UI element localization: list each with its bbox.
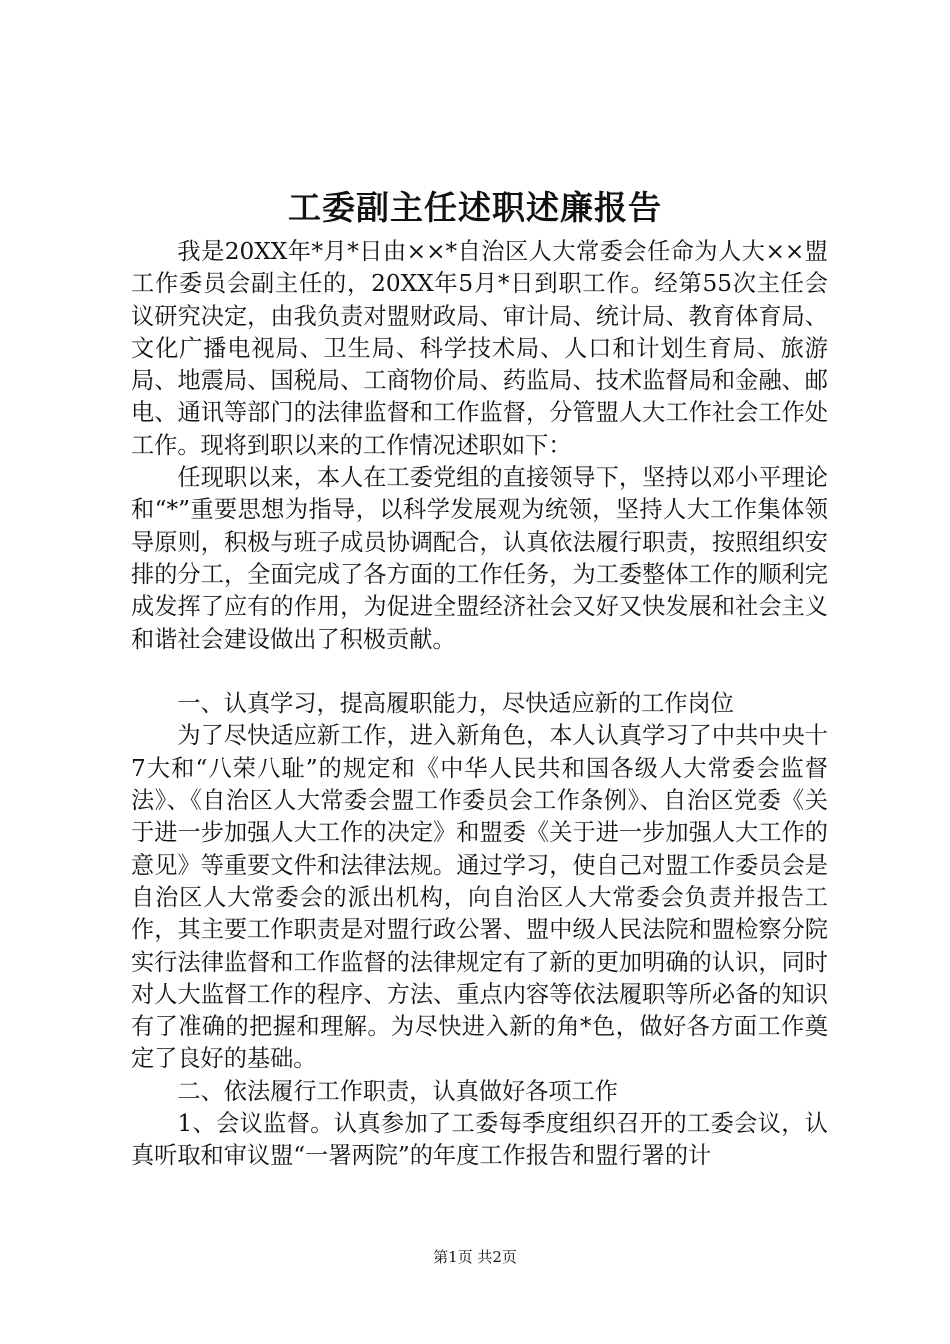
paragraph-study: 为了尽快适应新工作，进入新角色，本人认真学习了中共中央十7大和“八荣八耻”的规定和《中华人民共和国各级人大常委会监督法》、《自治区人大常委会盟工作委员会工作条例》、自治区党委《关于进一步加强人大工作的决定》和盟委《关于进一步加强人大工作的意见》等重要文件和法律法规。通过学习，使自己对盟工作委员会是自治区人大常委会的派出机构，向自治区人大常委会负责并报告工作，其主要工作职责是对盟行政公署、盟中级人民法院和盟检察分院实行法律监督和工作监督的法律规定有了新的更加明确的认识，同时对人大监督工作的程序、方法、重点内容等依法履职等所必备的知识有了准确的把握和理解。为尽快进入新的角*色，做好各方面工作奠定了良好的基础。: [131, 722, 828, 1073]
paragraph-meeting-supervision: 1、会议监督。认真参加了工委每季度组织召开的工委会议，认真听取和审议盟“一署两院”的年度工作报告和盟行署的计: [131, 1110, 828, 1170]
page-footer: 第1页 共2页: [433, 1248, 517, 1266]
paragraph-spacer: [131, 656, 828, 688]
document-body: [131, 236, 828, 1173]
section-heading-2: 二、依法履行工作职责，认真做好各项工作: [177, 1077, 618, 1105]
paragraph-overview: 任现职以来，本人在工委党组的直接领导下，坚持以邓小平理论和“*”重要思想为指导，以科学发展观为统领，坚持人大工作集体领导原则，积极与班子成员协调配合，认真依法履行职责，按照组织安排的分工，全面完成了各方面的工作任务，为工委整体工作的顺利完成发挥了应有的作用，为促进全盟经济社会又好又快发展和社会主义和谐社会建设做出了积极贡献。: [131, 464, 828, 653]
section-heading-1: 一、认真学习，提高履职能力，尽快适应新的工作岗位: [177, 690, 734, 718]
paragraph-intro: 我是20XX年*月*日由××*自治区人大常委会任命为人大××盟工作委员会副主任的，20XX年5月*日到职工作。经第55次主任会议研究决定，由我负责对盟财政局、审计局、统计局、教育体育局、文化广播电视局、卫生局、科学技术局、人口和计划生育局、旅游局、地震局、国税局、工商物价局、药监局、技术监督局和金融、邮电、通讯等部门的法律监督和工作监督，分管盟人大工作社会工作处工作。现将到职以来的工作情况述职如下：: [131, 238, 828, 459]
document-title: 工委副主任述职述廉报告: [288, 188, 662, 227]
